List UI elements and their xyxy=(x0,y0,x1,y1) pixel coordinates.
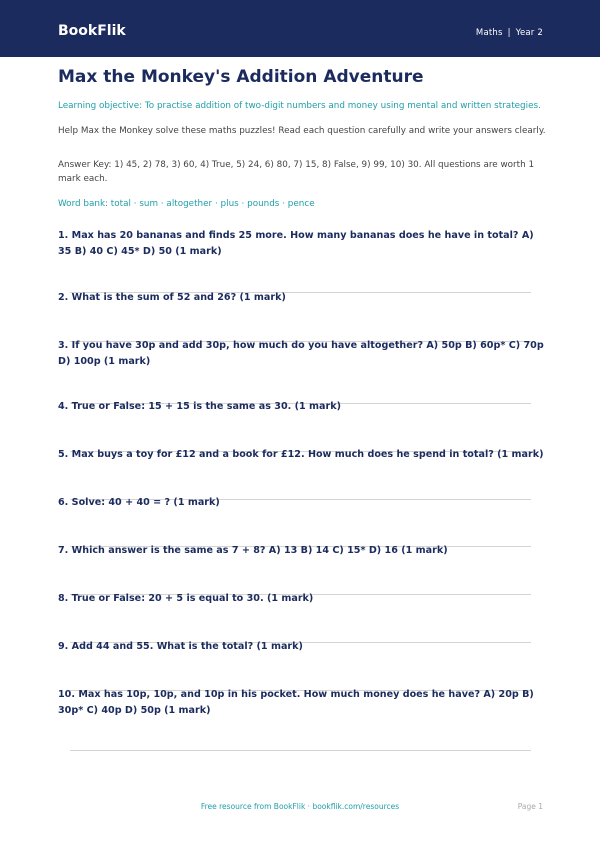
page-number: Page 1 xyxy=(517,802,543,811)
learning-objective: Learning objective: To practise addition of two-digit numbers and money using mental and written strategies. xyxy=(58,101,541,111)
question-6: 6. Solve: 40 + 40 = ? (1 mark) xyxy=(58,497,220,508)
question-7: 7. Which answer is the same as 7 + 8? A) 13 B) 14 C) 15* D) 16 (1 mark) xyxy=(58,545,448,556)
question-10: 10. Max has 10p, 10p, and 10p in his pocket. How much money does he have? A) 20p B) 30p* C) 40p D) 50p (1 mark) xyxy=(58,689,534,716)
word-bank: Word bank: total · sum · altogether · plus · pounds · pence xyxy=(58,199,315,209)
question-8: 8. True or False: 20 + 5 is equal to 30. (1 mark) xyxy=(58,593,314,604)
year-label: Year 2 xyxy=(515,28,543,38)
meta-separator: | xyxy=(507,28,511,38)
header-meta xyxy=(476,27,543,39)
question-9: 9. Add 44 and 55. What is the total? (1 mark) xyxy=(58,641,303,652)
brand-logo-text[interactable]: BookFlik xyxy=(58,23,126,39)
question-4: 4. True or False: 15 + 15 is the same as 30. (1 mark) xyxy=(58,401,341,412)
answer-key: Answer Key: 1) 45, 2) 78, 3) 60, 4) True, 5) 24, 6) 80, 7) 15, 8) False, 9) 99, 10) 30. All questions are worth 1 mark each. xyxy=(58,160,535,184)
subject-label: Maths xyxy=(475,28,503,38)
answer-line-10[interactable] xyxy=(70,750,531,751)
header-bar xyxy=(0,0,600,57)
worksheet-title: Max the Monkey's Addition Adventure xyxy=(58,67,424,87)
question-2: 2. What is the sum of 52 and 26? (1 mark) xyxy=(58,292,286,303)
intro-text: Help Max the Monkey solve these maths puzzles! Read each question carefully and write your answers clearly. xyxy=(58,126,546,136)
question-5: 5. Max buys a toy for £12 and a book for £12. How much does he spend in total? (1 mark) xyxy=(58,449,544,460)
question-1: 1. Max has 20 bananas and finds 25 more. How many bananas does he have in total? A) 35 B) 40 C) 45* D) 50 (1 mark) xyxy=(58,230,534,257)
question-3: 3. If you have 30p and add 30p, how much do you have altogether? A) 50p B) 60p* C) 70p D) 100p (1 mark) xyxy=(58,340,544,367)
footer-resource-link[interactable]: Free resource from BookFlik · bookflik.com/resources xyxy=(200,802,400,811)
